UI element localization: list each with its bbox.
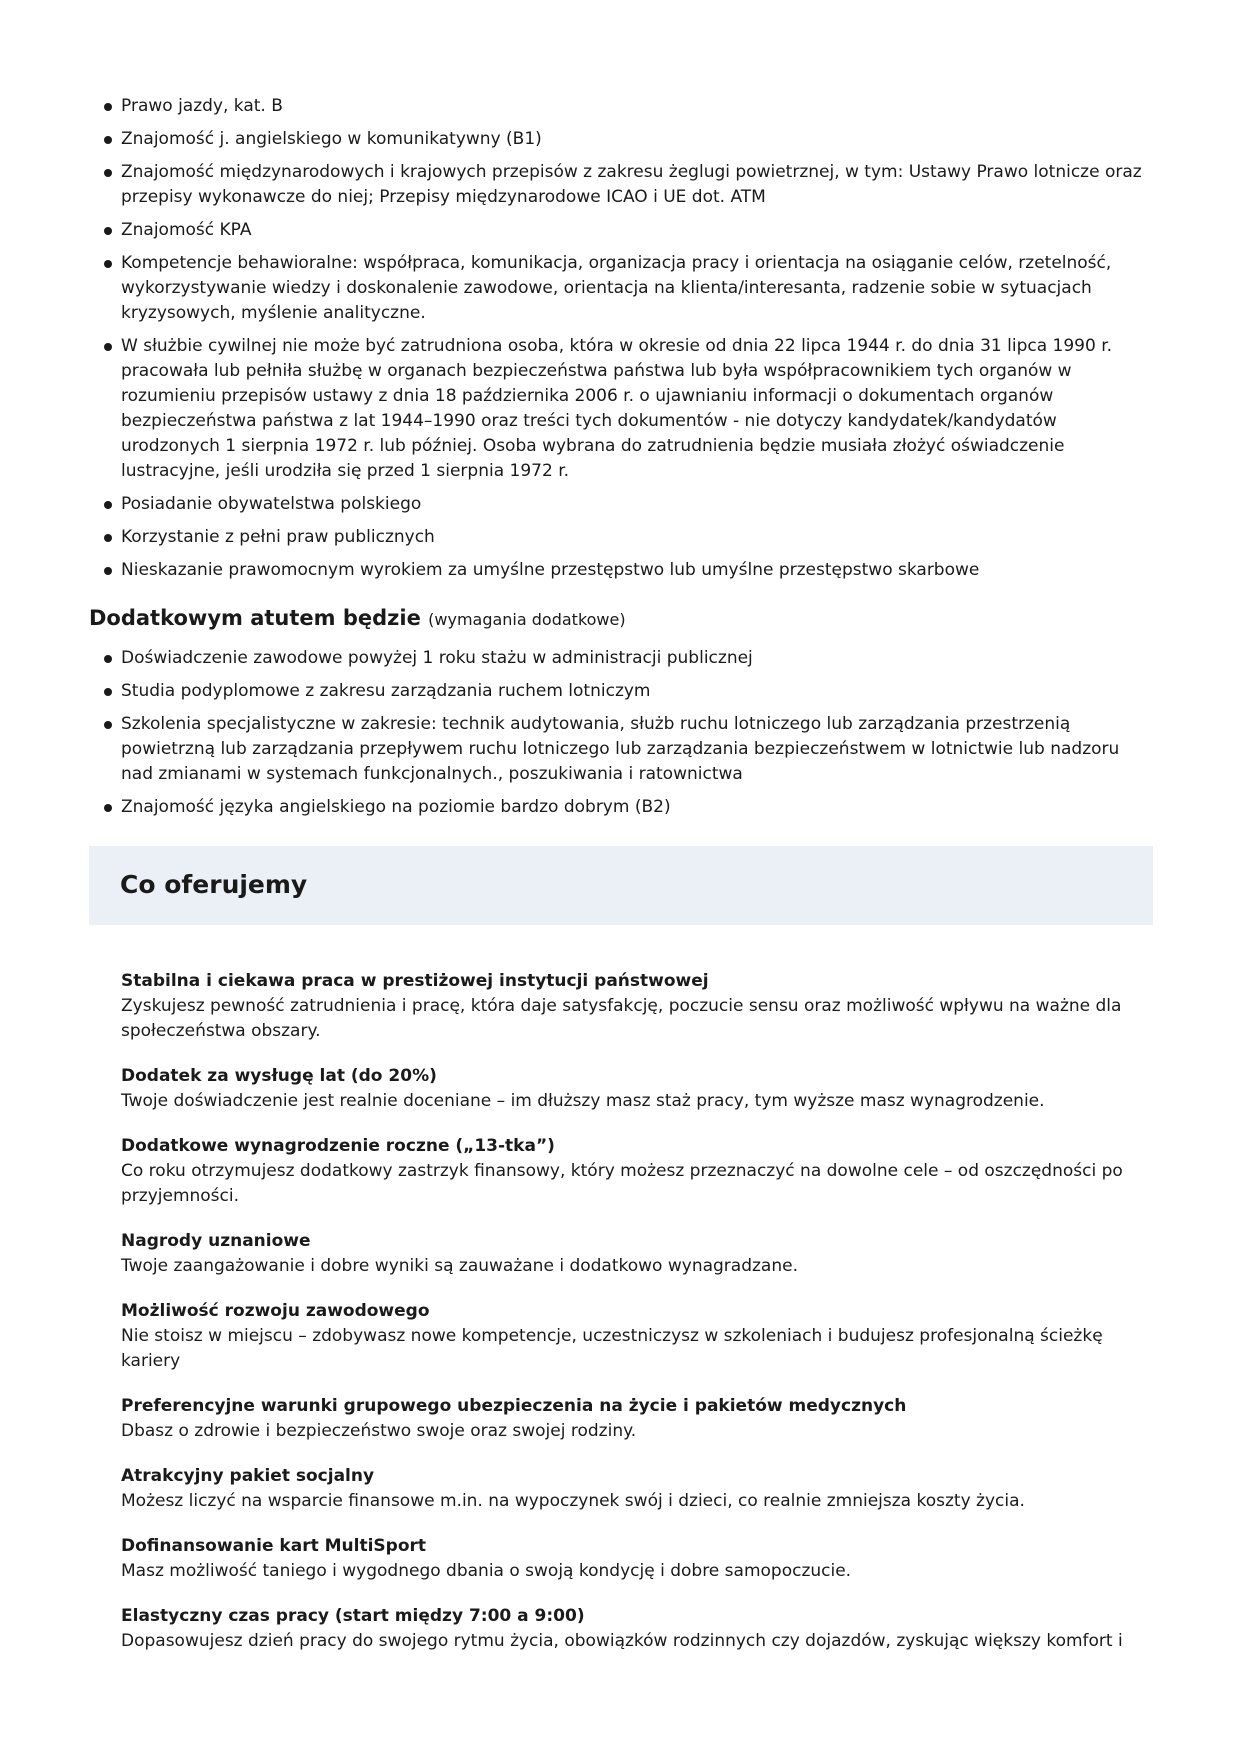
benefit-item [121, 1064, 1151, 1114]
benefit-item [121, 1299, 1151, 1374]
benefit-title: Elastyczny czas pracy (start między 7:00 a 9:00) [121, 1606, 585, 1626]
extra-item: Doświadczenie zawodowe powyżej 1 roku stażu w administracji publicznej [121, 646, 1151, 671]
requirement-item: Posiadanie obywatelstwa polskiego [121, 492, 1151, 517]
benefit-text: Masz możliwość taniego i wygodnego dbania o swoją kondycję i dobre samopoczucie. [121, 1561, 852, 1581]
requirement-item: Znajomość międzynarodowych i krajowych przepisów z zakresu żeglugi powietrznej, w tym: Ustawy Prawo lotnicze oraz przepisy wykonawcze do niej; Przepisy międzynarodowe ICAO i UE dot. ATM [121, 160, 1151, 210]
offer-heading: Co oferujemy [120, 870, 308, 899]
benefit-text: Możesz liczyć na wsparcie finansowe m.in. na wypoczynek swój i dzieci, co realnie zmniejsza koszty życia. [121, 1491, 1025, 1511]
benefit-item [121, 1464, 1151, 1514]
benefit-text: Dbasz o zdrowie i bezpieczeństwo swoje oraz swojej rodziny. [121, 1421, 637, 1441]
benefit-text: Twoje doświadczenie jest realnie doceniane – im dłuższy masz staż pracy, tym wyższe masz wynagrodzenie. [121, 1091, 1045, 1111]
benefit-item [121, 1134, 1151, 1209]
extra-item: Studia podyplomowe z zakresu zarządzania ruchem lotniczym [121, 679, 1151, 704]
benefits-list [121, 969, 1151, 1674]
extras-list [121, 646, 1151, 828]
benefit-title: Dodatkowe wynagrodzenie roczne („13-tka”) [121, 1136, 555, 1156]
benefit-title: Dodatek za wysługę lat (do 20%) [121, 1066, 437, 1086]
requirements-list [121, 94, 1151, 591]
benefit-title: Dofinansowanie kart MultiSport [121, 1536, 427, 1556]
benefit-item [121, 969, 1151, 1044]
benefit-title: Preferencyjne warunki grupowego ubezpieczenia na życie i pakietów medycznych [121, 1396, 907, 1416]
benefit-title: Stabilna i ciekawa praca w prestiżowej instytucji państwowej [121, 971, 709, 991]
benefit-item [121, 1604, 1151, 1654]
benefit-text: Zyskujesz pewność zatrudnienia i pracę, która daje satysfakcję, poczucie sensu oraz możliwość wpływu na ważne dla społeczeństwa obszary. [121, 996, 1122, 1041]
extras-heading-title: Dodatkowym atutem będzie [89, 606, 421, 630]
benefit-item [121, 1394, 1151, 1444]
benefit-item [121, 1229, 1151, 1279]
extra-item: Szkolenia specjalistyczne w zakresie: technik audytowania, służb ruchu lotniczego lub zarządzania przestrzenią powietrzną lub zarządzania przepływem ruchu lotniczego lub zarządzania bezpieczeństwem w lotnictwie lub nadzoru nad zmianami w systemach funkcjonalnych., poszukiwania i ratownictwa [121, 712, 1151, 787]
benefit-text: Dopasowujesz dzień pracy do swojego rytmu życia, obowiązków rodzinnych czy dojazdów, zyskując większy komfort i [121, 1631, 1123, 1651]
requirement-item: Kompetencje behawioralne: współpraca, komunikacja, organizacja pracy i orientacja na osiąganie celów, rzetelność, wykorzystywanie wiedzy i doskonalenie zawodowe, orientacja na klienta/interesanta, radzenie sobie w sytuacjach kryzysowych, myślenie analityczne. [121, 251, 1151, 326]
requirement-item: Znajomość j. angielskiego w komunikatywny (B1) [121, 127, 1151, 152]
benefit-title: Możliwość rozwoju zawodowego [121, 1301, 430, 1321]
benefit-text: Co roku otrzymujesz dodatkowy zastrzyk finansowy, który możesz przeznaczyć na dowolne cele – od oszczędności po przyjemności. [121, 1161, 1123, 1206]
requirement-item: Nieskazanie prawomocnym wyrokiem za umyślne przestępstwo lub umyślne przestępstwo skarbowe [121, 558, 1151, 583]
extras-heading-subtitle: (wymagania dodatkowe) [428, 610, 626, 629]
benefit-text: Nie stoisz w miejscu – zdobywasz nowe kompetencje, uczestniczysz w szkoleniach i budujesz profesjonalną ścieżkę kariery [121, 1326, 1103, 1371]
requirement-item: W służbie cywilnej nie może być zatrudniona osoba, która w okresie od dnia 22 lipca 1944 r. do dnia 31 lipca 1990 r. pracowała lub pełniła służbę w organach bezpieczeństwa państwa lub była współpracownikiem tych organów w rozumieniu przepisów ustawy z dnia 18 października 2006 r. o ujawnianiu informacji o dokumentach organów bezpieczeństwa państwa z lat 1944–1990 oraz treści tych dokumentów - nie dotyczy kandydatek/kandydatów urodzonych 1 sierpnia 1972 r. lub później. Osoba wybrana do zatrudnienia będzie musiała złożyć oświadczenie lustracyjne, jeśli urodziła się przed 1 sierpnia 1972 r. [121, 334, 1151, 484]
extra-item: Znajomość języka angielskiego na poziomie bardzo dobrym (B2) [121, 795, 1151, 820]
benefit-text: Twoje zaangażowanie i dobre wyniki są zauważane i dodatkowo wynagradzane. [121, 1256, 798, 1276]
offer-banner [89, 846, 1153, 925]
requirement-item: Znajomość KPA [121, 218, 1151, 243]
requirement-item: Korzystanie z pełni praw publicznych [121, 525, 1151, 550]
extras-heading [89, 603, 626, 635]
benefit-item [121, 1534, 1151, 1584]
benefit-title: Nagrody uznaniowe [121, 1231, 311, 1251]
benefit-title: Atrakcyjny pakiet socjalny [121, 1466, 375, 1486]
requirement-item: Prawo jazdy, kat. B [121, 94, 1151, 119]
